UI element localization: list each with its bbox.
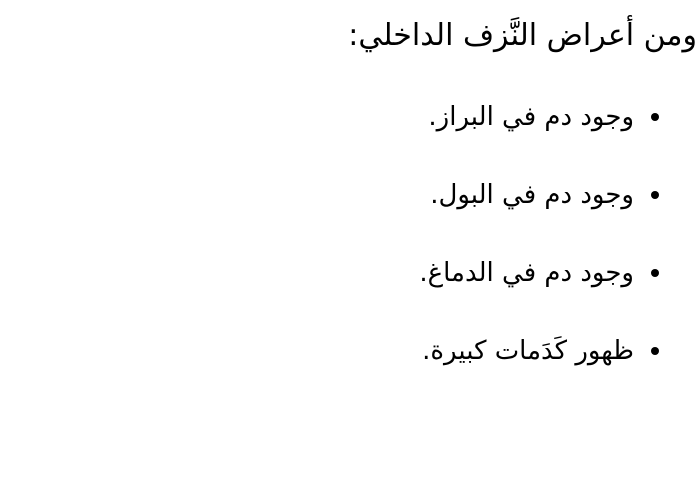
symptoms-bullet-list	[419, 98, 659, 410]
bullet-dot-icon	[651, 191, 659, 199]
list-item-text: ظهور كَدَمات كبيرة.	[422, 336, 634, 366]
list-item	[419, 176, 659, 214]
list-item	[419, 98, 659, 136]
list-item-text: وجود دم في الدماغ.	[419, 258, 634, 288]
bullet-dot-icon	[651, 269, 659, 277]
list-item-text: وجود دم في البراز.	[428, 102, 634, 132]
list-item	[419, 332, 659, 370]
internal-bleeding-symptoms-heading: ومن أعراض النَّزف الداخلي:	[348, 18, 697, 53]
bullet-dot-icon	[651, 113, 659, 121]
bullet-dot-icon	[651, 347, 659, 355]
list-item-text: وجود دم في البول.	[430, 180, 634, 210]
list-item	[419, 254, 659, 292]
